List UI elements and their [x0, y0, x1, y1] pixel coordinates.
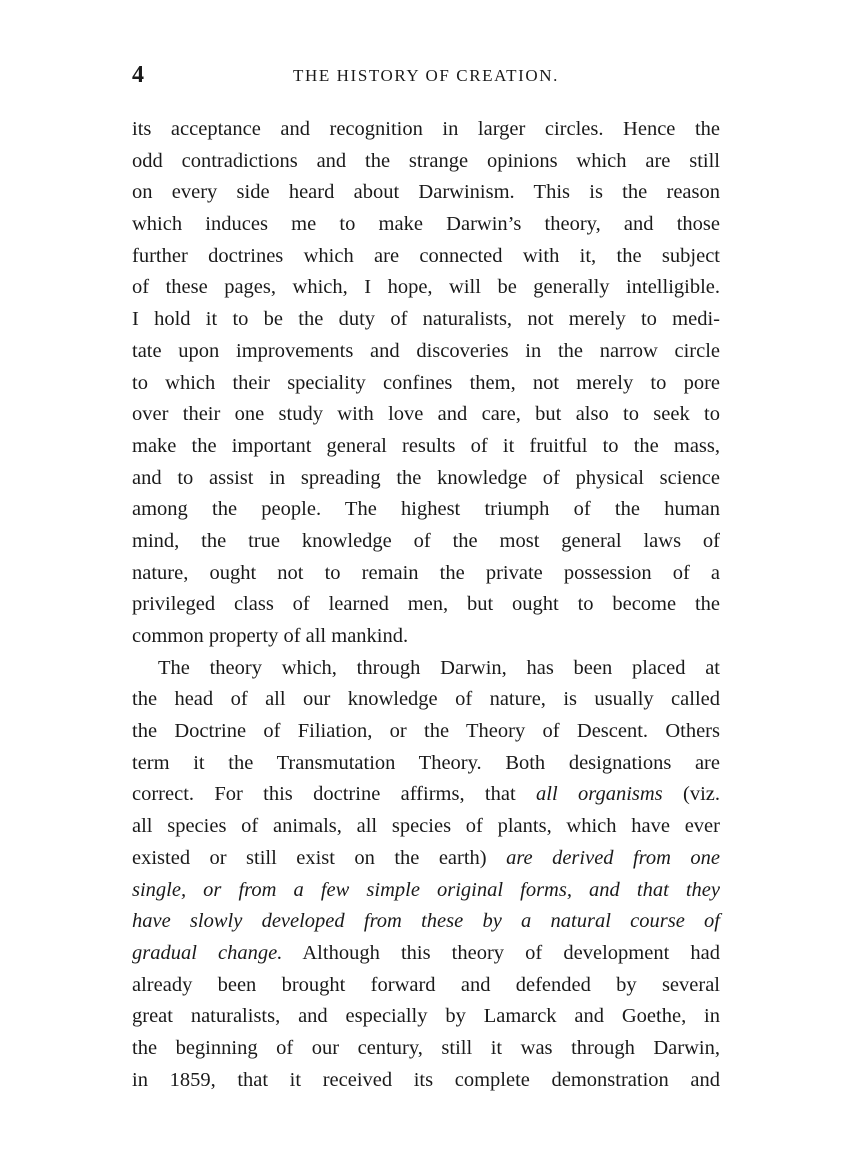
text-segment: on every side heard about Darwinism. This is the reason [132, 181, 720, 204]
text-line [132, 684, 720, 716]
italic-text-segment: gradual change. [132, 941, 283, 964]
text-line [132, 558, 720, 590]
text-line [132, 368, 720, 400]
text-segment: (viz. [662, 783, 720, 806]
text-line [132, 494, 720, 526]
text-line [132, 621, 720, 653]
text-segment: the Doctrine of Filiation, or the Theory of Descent. Others [132, 720, 720, 743]
text-segment: The theory which, through Darwin, has been placed at [158, 656, 720, 679]
text-segment: among the people. The highest triumph of the human [132, 498, 720, 521]
text-line [132, 938, 720, 970]
text-line [132, 1033, 720, 1065]
text-segment: the beginning of our century, still it was through Darwin, [132, 1036, 720, 1059]
text-segment: to which their speciality confines them, not merely to pore [132, 371, 720, 394]
text-segment: I hold it to be the duty of naturalists, not merely to medi- [132, 308, 720, 331]
text-line [132, 970, 720, 1002]
text-line [132, 653, 720, 685]
text-line [132, 843, 720, 875]
text-line [132, 177, 720, 209]
italic-text-segment: all organisms [536, 783, 663, 806]
text-line [132, 146, 720, 178]
text-line [132, 906, 720, 938]
text-line [132, 779, 720, 811]
text-segment: privileged class of learned men, but ought to become the [132, 593, 720, 616]
text-segment: great naturalists, and especially by Lamarck and Goethe, in [132, 1005, 720, 1028]
text-segment: term it the Transmutation Theory. Both designations are [132, 751, 720, 774]
text-line [132, 304, 720, 336]
text-segment: existed or still exist on the earth) [132, 846, 507, 869]
text-line [132, 1001, 720, 1033]
text-line [132, 336, 720, 368]
text-segment: mind, the true knowledge of the most general laws of [132, 529, 720, 552]
text-line [132, 811, 720, 843]
text-line [132, 431, 720, 463]
running-title: THE HISTORY OF CREATION. [292, 66, 560, 85]
text-segment: common property of all mankind. [132, 625, 409, 647]
italic-text-segment: are derived from one [506, 846, 720, 869]
text-line [132, 399, 720, 431]
text-line [132, 272, 720, 304]
text-line [132, 526, 720, 558]
text-line [132, 748, 720, 780]
text-segment: which induces me to make Darwin’s theory, and those [132, 213, 720, 236]
text-segment: the head of all our knowledge of nature, is usually called [132, 688, 720, 711]
text-segment: tate upon improvements and discoveries in the narrow circle [132, 339, 720, 362]
text-segment: make the important general results of it fruitful to the mass, [132, 434, 720, 457]
text-line [132, 463, 720, 495]
text-segment: nature, ought not to remain the private possession of a [132, 561, 720, 584]
text-line [132, 209, 720, 241]
text-segment: Although this theory of development had [282, 941, 720, 964]
text-segment: its acceptance and recognition in larger circles. Hence the [132, 118, 720, 140]
text-line [132, 875, 720, 907]
text-segment: already been brought forward and defended by several [132, 973, 720, 996]
text-line [132, 114, 720, 146]
text-segment: odd contradictions and the strange opinions which are still [132, 149, 720, 172]
text-line [132, 589, 720, 621]
text-line [132, 241, 720, 273]
running-head [132, 62, 720, 92]
text-segment: of these pages, which, I hope, will be generally intelligible. [132, 276, 720, 299]
text-segment: further doctrines which are connected with it, the subject [132, 244, 720, 267]
text-line [132, 716, 720, 748]
page-number: 4 [132, 62, 144, 88]
text-segment: all species of animals, all species of plants, which have ever [132, 815, 720, 838]
text-segment: correct. For this doctrine affirms, that [132, 783, 536, 806]
body-text [132, 114, 720, 1096]
text-segment: and to assist in spreading the knowledge of physical science [132, 466, 720, 489]
italic-text-segment: single, or from a few simple original forms, and that they [132, 878, 720, 901]
text-segment: in 1859, that it received its complete demonstration and [132, 1068, 720, 1091]
text-line [132, 1065, 720, 1097]
text-segment: over their one study with love and care, but also to seek to [132, 403, 720, 426]
italic-text-segment: have slowly developed from these by a natural course of [132, 910, 720, 933]
